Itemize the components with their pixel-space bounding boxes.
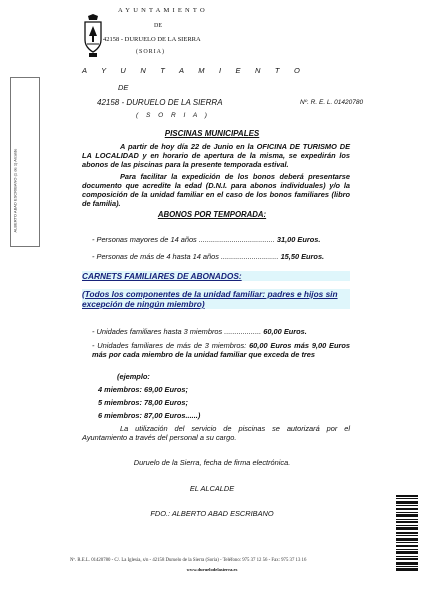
coat-of-arms-logo [82, 14, 104, 58]
signatory-title: EL ALCALDE [189, 484, 235, 493]
abono-label: - Personas de más de 4 hasta 14 años ............................ [92, 252, 281, 261]
ejemplo-label: (ejemplo: [117, 372, 150, 381]
letterhead-line: DE [154, 23, 162, 29]
abono-row [92, 252, 324, 261]
unidades-row [92, 341, 350, 359]
letterhead-line: ( S O R I A ) [136, 112, 210, 119]
abono-row [92, 235, 320, 244]
letterhead-line: 42158 - DURUELO DE LA SIERRA [97, 98, 223, 107]
registry-number: Nº. R. E. L. 01420780 [300, 99, 364, 106]
barcode-graphic [396, 495, 418, 571]
ejemplo-item: 5 miembros: 78,00 Euros; [98, 398, 188, 407]
members-note: (Todos los componentes de la unidad familiar: padres e hijos sin excepción de ningún miembro) [82, 289, 350, 309]
footer-address: Nº. R.E.L. 01420780 - C/. La Iglesia, s/n - 42158 Duruelo de la Sierra (Soria) - Teléfono: 975 37 12 56 - Fax: 975 37 13 16 [70, 558, 307, 563]
unidades-row [92, 327, 307, 336]
ejemplo-item: 6 miembros: 87,00 Euros......) [98, 411, 201, 420]
paragraph-opening: A partir de hoy día 22 de Junio en la OFICINA DE TURISMO DE LA LOCALIDAD y en horario de apertura de la misma, se expedirán los abonos de las piscinas para la presente temporada estival. [82, 142, 350, 169]
page-title: PISCINAS MUNICIPALES [164, 129, 260, 138]
letterhead-line: DE [118, 83, 129, 92]
abono-price: 31,00 Euros. [276, 235, 321, 244]
abono-price: 15,50 Euros. [280, 252, 325, 261]
paragraph-documents: Para facilitar la expedición de los bonos deberá presentarse documento que acredite la edad (D.N.I. para abonos individuales) y/o la composición de la unidad familiar en el caso de los bonos familiares (libro de familia). [82, 172, 350, 208]
signatory-name: FDO.: ALBERTO ABAD ESCRIBANO [150, 509, 274, 518]
unidades-price: 60,00 Euros. [263, 327, 307, 336]
abonos-heading: ABONOS POR TEMPORADA: [157, 210, 267, 219]
unidades-label: - Unidades familiares de más de 3 miembros: [92, 341, 250, 350]
letterhead-line: AYUNTAMIENTO [118, 7, 208, 14]
paragraph-utilizacion: La utilización del servicio de piscinas se autorizará por el Ayuntamiento a través del personal a su cargo. [82, 424, 350, 442]
signature-side-text: ALBERTO ABAD ESCRIBANO (1 de 1) Alcalde [12, 148, 18, 233]
ejemplo-item: 4 miembros: 69,00 Euros; [98, 385, 188, 394]
letterhead-line: (SORIA) [136, 49, 165, 55]
unidades-price: 60,00 Euros más 9,00 Euros más por cada miembro de la unidad familiar que exceda de tres [92, 341, 350, 359]
footer-website: www.duruelodelasierra.es [186, 567, 238, 572]
letterhead-line: 42158 - DURUELO DE LA SIERRA [103, 36, 201, 43]
date-line: Duruelo de la Sierra, fecha de firma electrónica. [133, 458, 291, 467]
unidades-label: - Unidades familiares hasta 3 miembros .................. [92, 327, 264, 336]
abono-label: - Personas mayores de 14 años ..................................... [92, 235, 277, 244]
carnets-heading: CARNETS FAMILIARES DE ABONADOS: [82, 271, 350, 281]
letterhead-title: A Y U N T A M I E N T O [82, 66, 307, 75]
